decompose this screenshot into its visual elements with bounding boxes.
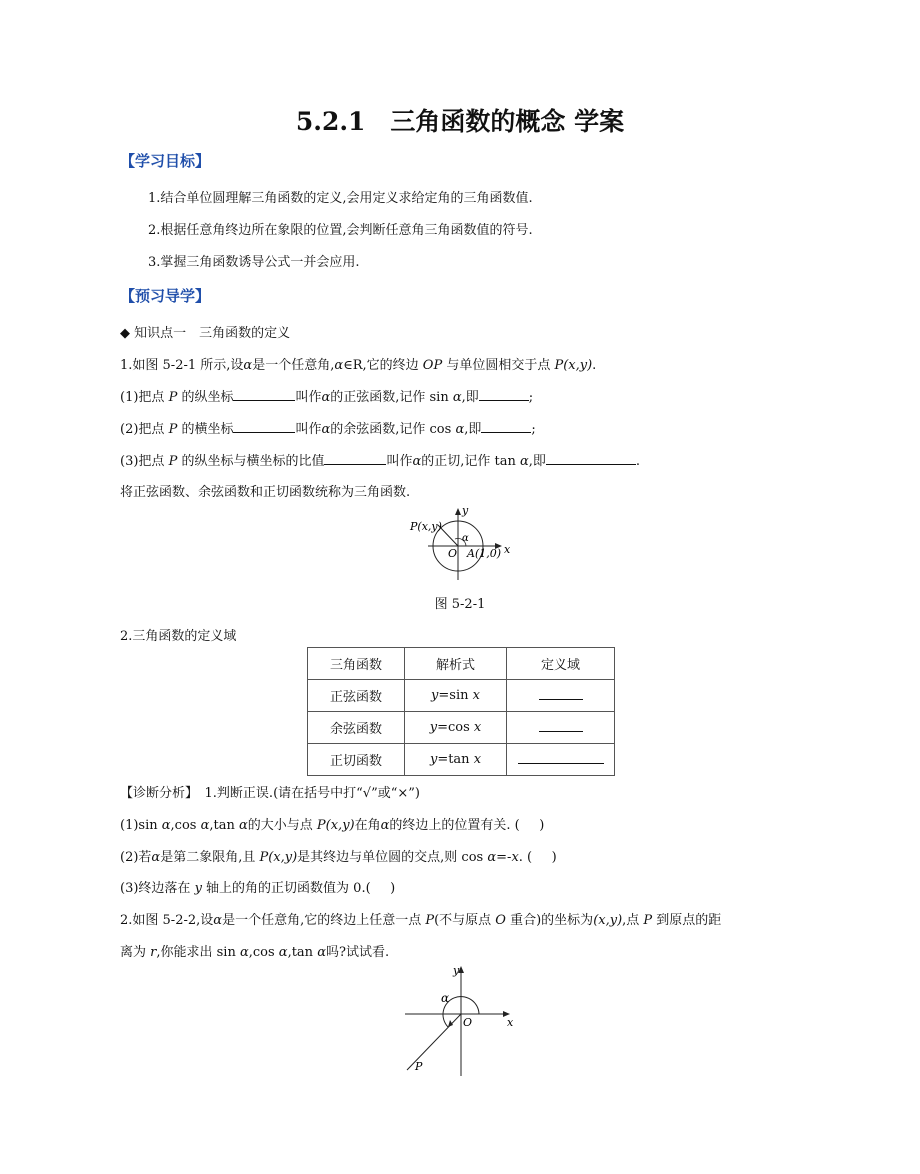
knowledge-point-title: ◆ 知识点一 三角函数的定义: [120, 326, 291, 341]
fill-blank[interactable]: [481, 420, 531, 433]
label-o: O: [463, 1016, 473, 1029]
preview-heading: 【预习导学】: [120, 287, 211, 305]
figure-caption: 图 5-2-1: [434, 597, 486, 612]
objective-item: 3.掌握三角函数诱导公式一并会应用.: [148, 255, 360, 270]
judge-statement-2: (2)若α是第二象限角,且 P(x,y)是其终边与单位圆的交点,则 cos α=-x. ( ): [120, 850, 557, 865]
question-2-line-2: 离为 r,你能求出 sin α,cos α,tan α吗?试试看.: [120, 945, 390, 960]
fill-blank[interactable]: [233, 388, 295, 401]
domain-table: [307, 647, 615, 776]
figure-5-2-1: [400, 500, 520, 582]
question-2-line-1: 2.如图 5-2-2,设α是一个任意角,它的终边上任意一点 P(不与原点 O 重合)的坐标为(x,y),点 P 到原点的距: [120, 913, 722, 928]
label-x: x: [504, 543, 511, 556]
expression-cell: y=tan x: [405, 744, 507, 776]
domain-cell: [507, 680, 615, 712]
figure-5-2-2: [395, 960, 525, 1080]
function-name-cell: 正弦函数: [308, 680, 405, 712]
label-a: A(1,0): [467, 547, 502, 560]
expression-cell: y=cos x: [405, 712, 507, 744]
fill-blank[interactable]: [324, 452, 386, 465]
label-y: y: [462, 504, 469, 517]
domain-cell: [507, 744, 615, 776]
definition-intro: 1.如图 5-2-1 所示,设α是一个任意角,α∈R,它的终边 OP 与单位圆相交于点 P(x,y).: [120, 358, 597, 373]
table-row: [308, 744, 615, 776]
label-p: P: [415, 1060, 423, 1073]
fill-blank[interactable]: [518, 751, 604, 764]
table-row: [308, 712, 615, 744]
domain-cell: [507, 712, 615, 744]
definition-tangent: (3)把点 P 的纵坐标与横坐标的比值 叫作α的正切,记作 tan α,即 .: [120, 454, 641, 469]
table-row: [308, 680, 615, 712]
definition-summary: 将正弦函数、余弦函数和正切函数统称为三角函数.: [120, 485, 411, 500]
diagnosis-line: 【诊断分析】 1.判断正误.(请在括号中打“√”或“×”): [120, 786, 420, 801]
label-alpha: α: [441, 991, 450, 1005]
definition-sine: (1)把点 P 的纵坐标 叫作α的正弦函数,记作 sin α,即 ;: [120, 390, 534, 405]
fill-blank[interactable]: [539, 687, 583, 700]
table-header-cell: 三角函数: [308, 648, 405, 680]
y-axis-arrow: [455, 508, 461, 515]
table-header-cell: 解析式: [405, 648, 507, 680]
label-alpha: α: [462, 533, 469, 544]
label-p-xy: P(x,y): [410, 520, 442, 533]
judge-statement-1: (1)sin α,cos α,tan α的大小与点 P(x,y)在角α的终边上的位置有关. ( ): [120, 818, 545, 833]
page-title: 5.2.1 三角函数的概念 学案: [295, 107, 625, 136]
domain-heading: 2.三角函数的定义域: [120, 629, 237, 644]
function-name-cell: 余弦函数: [308, 712, 405, 744]
table-header-cell: 定义域: [507, 648, 615, 680]
fill-blank[interactable]: [479, 388, 529, 401]
fill-blank[interactable]: [546, 452, 636, 465]
function-name-cell: 正切函数: [308, 744, 405, 776]
label-y: y: [453, 964, 460, 977]
judge-statement-3: (3)终边落在 y 轴上的角的正切函数值为 0.( ): [120, 881, 396, 896]
objectives-heading: 【学习目标】: [120, 152, 211, 170]
diagnosis-heading: 【诊断分析】: [120, 786, 192, 801]
expression-cell: y=sin x: [405, 680, 507, 712]
fill-blank[interactable]: [539, 719, 583, 732]
definition-cosine: (2)把点 P 的横坐标 叫作α的余弦函数,记作 cos α,即 ;: [120, 422, 536, 437]
objective-item: 1.结合单位圆理解三角函数的定义,会用定义求给定角的三角函数值.: [148, 191, 533, 206]
fill-blank[interactable]: [233, 420, 295, 433]
label-x: x: [507, 1016, 514, 1029]
objective-item: 2.根据任意角终边所在象限的位置,会判断任意角三角函数值的符号.: [148, 223, 533, 238]
label-o: O: [448, 547, 458, 560]
table-header-row: [308, 648, 615, 680]
